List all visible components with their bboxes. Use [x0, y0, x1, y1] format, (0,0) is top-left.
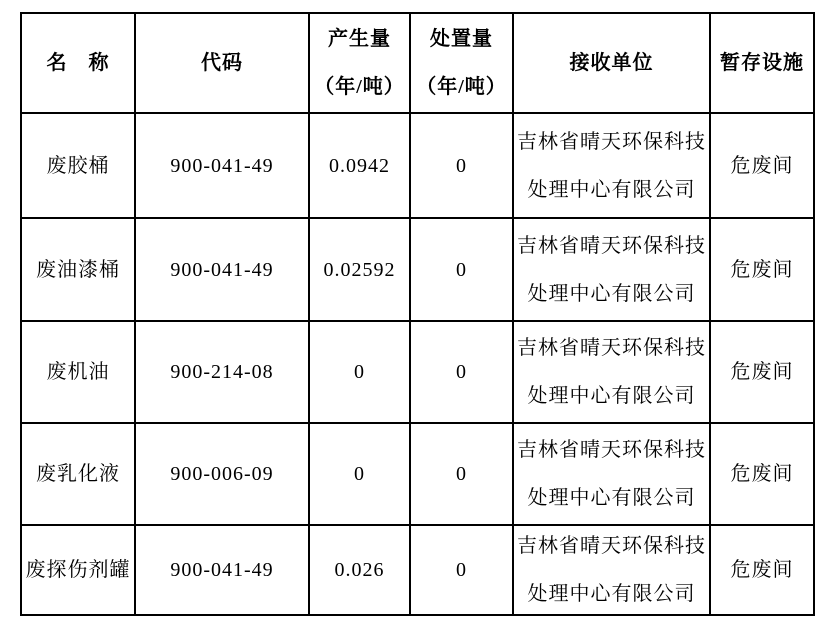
receiver-cell: [513, 113, 710, 218]
receiver-line2: 处理中心有限公司: [527, 583, 696, 605]
receiver-lines: [514, 440, 709, 508]
receiver-line2: 处理中心有限公司: [527, 487, 696, 509]
header-row: [21, 13, 814, 113]
header-generated-line1: 产生量: [328, 28, 391, 50]
disposed-amount-cell: 0: [410, 113, 513, 218]
header-code: 代码: [135, 13, 309, 113]
waste-name-cell: 废乳化液: [21, 423, 135, 525]
receiver-line2: 处理中心有限公司: [527, 282, 696, 305]
generated-amount-cell: 0.026: [309, 525, 410, 615]
storage-cell: 危废间: [710, 525, 814, 615]
header-name: 名 称: [21, 13, 135, 113]
storage-cell: 危废间: [710, 113, 814, 218]
receiver-lines: [514, 338, 709, 406]
receiver-line2: 处理中心有限公司: [527, 178, 696, 201]
waste-name-cell: 废胶桶: [21, 113, 135, 218]
receiver-cell: [513, 525, 710, 615]
waste-code-cell: 900-041-49: [135, 218, 309, 321]
waste-name-cell: 废油漆桶: [21, 218, 135, 321]
table-row: [21, 218, 814, 321]
table-row: [21, 113, 814, 218]
receiver-lines: [514, 536, 709, 604]
waste-code-cell: 900-041-49: [135, 525, 309, 615]
table-row: [21, 423, 814, 525]
table-row: [21, 321, 814, 423]
waste-code-cell: 900-214-08: [135, 321, 309, 423]
generated-amount-cell: 0.0942: [309, 113, 410, 218]
storage-cell: 危废间: [710, 423, 814, 525]
generated-amount-cell: 0: [309, 321, 410, 423]
storage-cell: 危废间: [710, 218, 814, 321]
waste-code-cell: 900-041-49: [135, 113, 309, 218]
receiver-lines: [514, 236, 709, 304]
storage-cell: 危废间: [710, 321, 814, 423]
header-disposed-lines: [411, 29, 512, 97]
header-generated-line2: （年/吨）: [314, 76, 405, 98]
receiver-line2: 处理中心有限公司: [527, 385, 696, 407]
table-row: [21, 525, 814, 615]
receiver-cell: [513, 423, 710, 525]
header-storage: 暂存设施: [710, 13, 814, 113]
header-generated-lines: [310, 29, 409, 97]
receiver-cell: [513, 218, 710, 321]
receiver-line1: 吉林省晴天环保科技: [517, 234, 706, 257]
disposed-amount-cell: 0: [410, 423, 513, 525]
disposed-amount-cell: 0: [410, 321, 513, 423]
header-receiver: 接收单位: [513, 13, 710, 113]
generated-amount-cell: 0: [309, 423, 410, 525]
receiver-line1: 吉林省晴天环保科技: [517, 337, 706, 359]
receiver-lines: [514, 132, 709, 200]
header-generated-amount: [309, 13, 410, 113]
header-disposed-line2: （年/吨）: [416, 76, 507, 98]
waste-name-cell: 废机油: [21, 321, 135, 423]
disposed-amount-cell: 0: [410, 525, 513, 615]
receiver-cell: [513, 321, 710, 423]
header-disposed-line1: 处置量: [430, 28, 493, 50]
receiver-line1: 吉林省晴天环保科技: [517, 535, 706, 557]
disposed-amount-cell: 0: [410, 218, 513, 321]
waste-name-cell: 废探伤剂罐: [21, 525, 135, 615]
hazardous-waste-table: [20, 12, 815, 616]
waste-code-cell: 900-006-09: [135, 423, 309, 525]
receiver-line1: 吉林省晴天环保科技: [517, 439, 706, 461]
header-disposed-amount: [410, 13, 513, 113]
generated-amount-cell: 0.02592: [309, 218, 410, 321]
receiver-line1: 吉林省晴天环保科技: [517, 130, 706, 153]
